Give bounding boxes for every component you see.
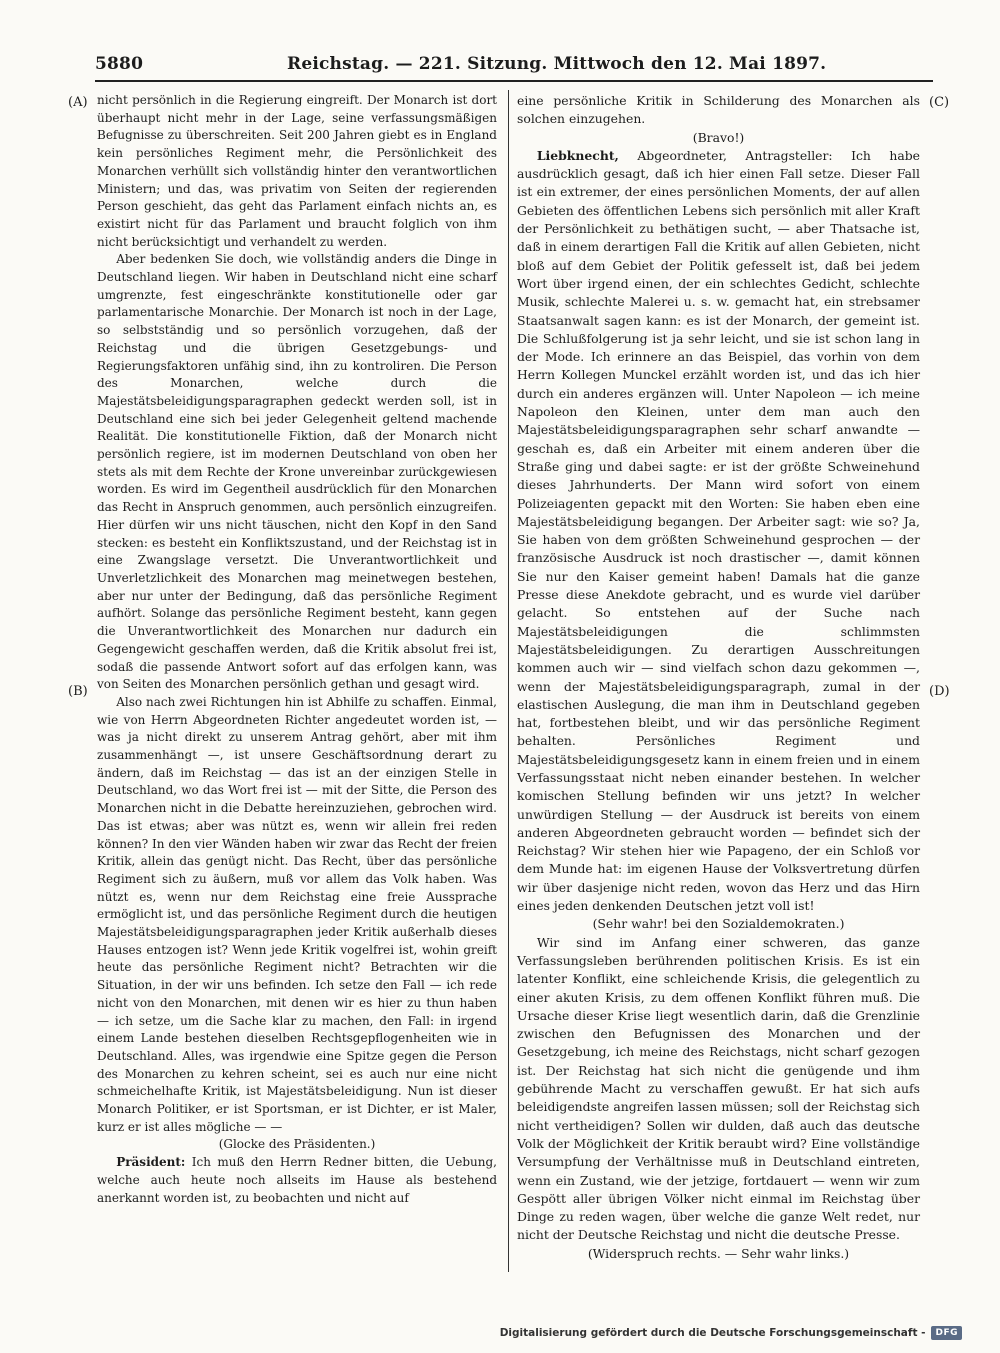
stage-direction: (Sehr wahr! bei den Sozialdemokraten.) [592,916,845,932]
running-title: Reichstag. — 221. Sitzung. Mittwoch den 12. Mai 1897. [287,54,827,74]
paragraph: Wir sind im Anfang einer schweren, das ganze Verfassungsleben berührenden politischen Krisis. Es ist ein latenter Konflikt, eine schleichende Krisis, die gelegentlich zu einer akuten Krisis, zu dem offenen Konflikt führen muß. Die Ursache dieser Krise liegt wesentlich darin, daß die Grenzlinie zwischen den Befugnissen des Monarchen und der Gesetzgebung, ich meine des Reichstags, nicht scharf gezogen ist. Der Reichstag hat sich nicht die genügende und ihm gebührende Macht zu verschaffen gewußt. Er hat sich aufs beleidigendste angreifen lassen müssen; soll der Reichstag sich nicht vertheidigen? Sollen wir dulden, daß auch das deutsche Volk der Möglichkeit der Kritik beraubt wird? Eine vollständige Versumpfung der Verhältnisse muß in Deutschland eintreten, wenn ein Zustand, wie der jetzige, fortdauert — wenn wir zum Gespött aller übrigen Völker nicht einmal im Reichstag über Dinge zu reden wagen, über welche die ganze Welt redet, nur nicht der Deutsche Reichstag und nicht die deutsche Presse. [517,934,920,1243]
margin-marker-d: (D) [929,684,950,699]
paragraph: nicht persönlich in die Regierung eingreift. Der Monarch ist dort überhaupt nicht mehr in der Lage, seine verfassungsmäßigen Befugnisse zu überschreiten. Seit 200 Jahren giebt es in England kein persönliches Regiment mehr, die Persönlichkeit des Monarchen verhüllt sich vollständig hinter den verantwortlichen Ministern; und das, was privatim von Seiten der regierenden Person geschieht, das geht das Parlament einfach nichts an, es existirt nicht für das Parlament und braucht folglich von ihm nicht berücksichtigt und verhandelt zu werden. [97,93,497,249]
page-header [95,52,933,78]
margin-marker-b: (B) [68,684,88,699]
speaker-name: Präsident: [116,1155,186,1170]
page-number: 5880 [95,54,144,74]
speech-paragraph [517,147,920,915]
left-column [97,92,497,1207]
speech-paragraph [97,1154,497,1207]
header-rule [95,80,933,82]
margin-marker-c: (C) [929,95,950,110]
margin-marker-a: (A) [68,95,88,110]
stage-direction: (Glocke des Präsidenten.) [218,1137,376,1152]
paragraph: eine persönliche Kritik in Schilderung des Monarchen als solchen einzugehen. [517,93,920,127]
paragraph: Aber bedenken Sie doch, wie vollständig anders die Dinge in Deutschland liegen. Wir haben in Deutschland nicht eine scharf umgrenzte, fest eingeschränkte konstitutionelle oder gar parlamentarische Monarchie. Der Monarch ist noch in der Lage, so selbstständig und so persönlich vorzugehen, daß der Reichstag und die übrigen Gesetzgebungs- und Regierungsfaktoren unfähig sind, ihn zu kontroliren. Die Person des Monarchen, welche durch die Majestätsbeleidigungsparagraphen gedeckt werden soll, ist in Deutschland eine sich bei jeder Gelegenheit geltend machende Realität. Die konstitutionelle Fiktion, daß der Monarch nicht persönlich regiere, ist im modernen Deutschland von oben her stets als mit dem Rechte der Krone unvereinbar zurückgewiesen worden. Es wird im Gegentheil ausdrücklich für den Monarchen das Recht in Anspruch genommen, auch persönlich einzugreifen. Hier dürfen wir uns nicht täuschen, nicht den Kopf in den Sand stecken: es besteht ein Konfliktszustand, und der Reichstag ist in eine Zwangslage versetzt. Die Unverantwortlichkeit und Unverletzlichkeit des Monarchen mag meinetwegen bestehen, aber nur unter der Bedingung, daß das persönliche Regiment aufhört. Solange das persönliche Regiment besteht, kann gegen die Unverantwortlichkeit des Monarchen nur dadurch ein Gegengewicht geschaffen werden, daß die Kritik absolut frei ist, sodaß die passende Antwort sofort auf das erfolgen kann, was von Seiten des Monarchen persönlich gethan und gesagt wird. [97,252,497,692]
stage-direction: (Bravo!) [692,129,745,145]
footer-credit: Digitalisierung gefördert durch die Deutsche Forschungsgemeinschaft - [499,1327,926,1339]
right-column [517,92,920,1263]
paragraph: Also nach zwei Richtungen hin ist Abhilfe zu schaffen. Einmal, wie von Herrn Abgeordneten Richter angedeutet worden ist, — was ja nicht direkt zu unserem Antrag gehört, aber mit ihm zusammenhängt —, ist unsere Geschäftsordnung derart zu ändern, daß im Reichstag — das ist an der einzigen Stelle in Deutschland, wo das Wort frei ist — mit der Sitte, die Person des Monarchen nicht in die Debatte hereinzuziehen, gebrochen wird. Das ist etwas; aber was nützt es, wenn wir allein frei reden können? In den vier Wänden haben wir zwar das Recht der freien Kritik, allein das genügt nicht. Das Recht, über das persönliche Regiment sich zu äußern, muß vor allem das Volk haben. Was nützt es, wenn nur dem Reichstag eine freie Aussprache ermöglicht ist, und das persönliche Regiment durch die heutigen Majestätsbeleidigungsparagraphen jeder Kritik außerhalb dieses Hauses entzogen ist? Wenn jede Kritik vogelfrei ist, wohin greift heute das persönliche Regiment nicht? Betrachten wir die Situation, in der wir uns befinden. Ich setze den Fall — ich rede nicht von den Monarchen, mit denen wir es hier zu thun haben — ich setze, um die Sache klar zu machen, den Fall: in irgend einem Lande bestehen dieselben Rechtsgepflogenheiten wie in Deutschland. Alles, was irgendwie eine Spitze gegen die Person des Monarchen zu kehren scheint, sei es auch nur eine nicht schmeichelhafte Kritik, ist Majestätsbeleidigung. Nun ist dieser Monarch Politiker, er ist Sportsman, er ist Dichter, er ist Maler, kurz er ist alles mögliche — — [97,694,497,1134]
speech-text: Ich muß den Herrn Redner bitten, die Uebung, welche auch heute noch allseits im Hause als bestehend anerkannt worden ist, zu beobachten und nicht auf [97,1155,497,1205]
stage-direction: (Widerspruch rechts. — Sehr wahr links.) [587,1245,850,1261]
speaker-name: Liebknecht, [536,147,619,163]
column-divider [508,90,509,1272]
dfg-logo-icon: DFG [931,1326,962,1340]
speech-text: Abgeordneter, Antragsteller: Ich habe ausdrücklich gesagt, daß ich hier einen Fall setze. Dieser Fall ist ein extremer, der eines persönlichen Moments, der auf allen Gebieten des öffentlichen Lebens sich persönlich mit aller Kraft der Persönlichkeit zu bethätigen sucht, — aber Thatsache ist, daß in einem derartigen Fall die Kritik auf allen Gebieten, nicht bloß auf dem Gebiet der Politik gefesselt ist, daß bei jedem Wort über irgend einen, der ein schlechtes Gedicht, schlechte Musik, schlechte Malerei u. s. w. gemacht hat, ein strebsamer Staatsanwalt sagen kann: es ist der Monarch, der gemeint ist. Die Schlußfolgerung ist ja sehr leicht, und sie ist schon lang in der Mode. Ich erinnere an das Beispiel, das vorhin von dem Herrn Kollegen Munckel erzählt worden ist, und das ich hier durch ein anderes ergänzen will. Unter Napoleon — ich meine Napoleon den Kleinen, unter dem man auch den Majestätsbeleidigungsparagraphen sehr scharf anwandte — geschah es, daß ein Arbeiter mit einem anderen über die Straße ging und dabei sagte: er ist der größte Schweinehund dieses Jahrhunderts. Der Mann wird sofort von einem Polizeiagenten gepackt mit den Worten: Sie haben eben eine Majestätsbeleidigung begangen. Der Arbeiter sagt: wie so? Ja, Sie haben von dem größten Schweinehund gesprochen — der französische Ausdruck ist noch drastischer —, damit können Sie nur den Kaiser gemeint haben! Damals hat die ganze Presse diese Anekdote gebracht, und es wurde viel darüber gelacht. So entstehen auf der Suche nach Majestätsbeleidigungen die schlimmsten Majestätsbeleidigungen. Zu derartigen Ausschreitungen kommen auch wir — sind vielfach schon dazu gekommen —, wenn der Majestätsbeleidigungsparagraph, zumal in der elastischen Auslegung, die man ihm in Deutschland gegeben hat, fortbestehen bleibt, und wir das persönliche Regiment behalten. Persönliches Regiment und Majestätsbeleidigungsgesetz kann in einem freien und in einem Verfassungsstaat nicht neben einander bestehen. In welcher komischen Stellung befinden wir uns jetzt? In welcher unwürdigen Stellung — der Ausdruck ist bereits von einem anderen Abgeordneten gebraucht worden — befindet sich der Reichstag? Wir stehen hier wie Papageno, der ein Schloß vor dem Munde hat: im eigenen Hause der Volksvertretung dürfen wir über dasjenige nicht reden, wovon das Herz und das Hirn eines jeden denkenden Deutschen jetzt voll ist! [517,147,920,914]
digitization-footer [500,1325,962,1341]
